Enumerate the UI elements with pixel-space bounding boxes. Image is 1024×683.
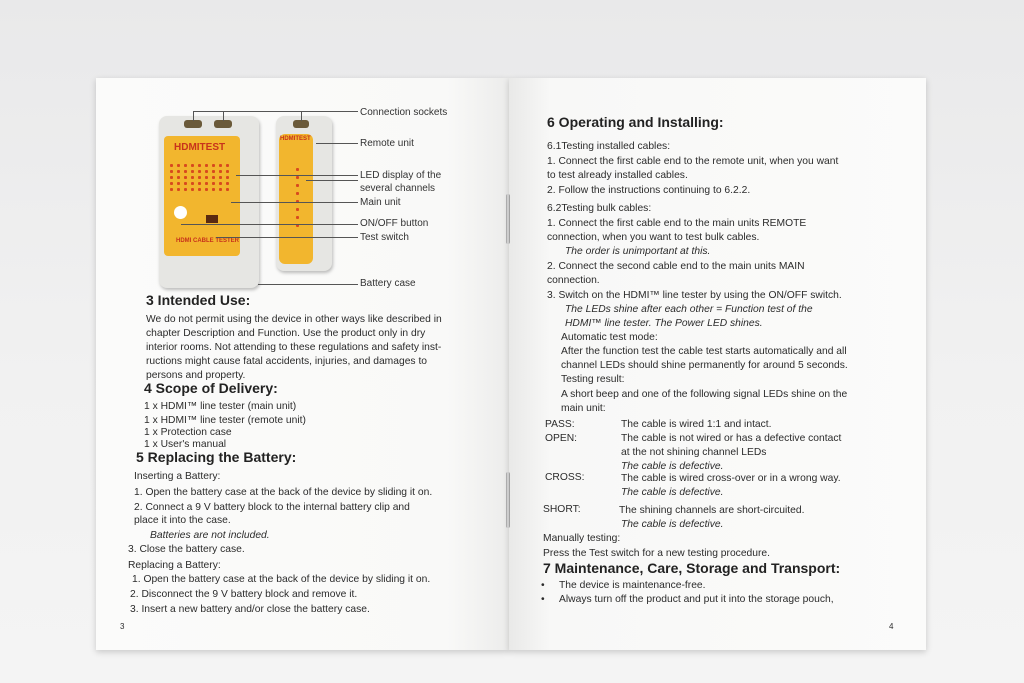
led-dot <box>184 176 187 179</box>
s7-line: The device is maintenance-free. <box>559 580 706 591</box>
s6-note: HDMI™ line tester. The Power LED shines. <box>565 318 763 329</box>
led-dot <box>205 182 208 185</box>
led-dot <box>226 188 229 191</box>
leader-line <box>181 224 358 225</box>
left-page <box>96 78 509 650</box>
bullet: • <box>541 594 545 605</box>
result-key-pass: PASS: <box>545 419 575 430</box>
s6-line: to test already installed cables. <box>547 170 688 181</box>
s4-line: 1 x User's manual <box>144 439 227 450</box>
led-dot <box>184 170 187 173</box>
led-dot <box>226 164 229 167</box>
on-off-button-illustration <box>174 206 187 219</box>
led-dot <box>219 188 222 191</box>
s6-line: 2. Connect the second cable end to the main units MAIN <box>547 261 805 272</box>
right-page <box>509 78 926 650</box>
s6-line: A short beep and one of the following signal LEDs shine on the <box>561 389 848 400</box>
s6-line: 3. Switch on the HDMI™ line tester by using the ON/OFF switch. <box>547 290 842 301</box>
led-dot <box>177 164 180 167</box>
led-dot <box>198 182 201 185</box>
leader-line <box>301 111 302 121</box>
led-dot <box>198 176 201 179</box>
s6-line: connection. <box>547 275 600 286</box>
leader-line <box>223 111 224 121</box>
bullet: • <box>541 580 545 591</box>
led-dot <box>177 188 180 191</box>
led-dot <box>191 164 194 167</box>
s5-line: 1. Open the battery case at the back of the device by sliding it on. <box>132 574 431 585</box>
section-6-title: 6 Operating and Installing: <box>547 114 724 130</box>
s6-line: 1. Connect the first cable end to the main units REMOTE <box>547 218 807 229</box>
led-dot <box>170 170 173 173</box>
led-dot <box>205 170 208 173</box>
led-dot <box>212 164 215 167</box>
main-socket-1 <box>184 120 202 128</box>
s5-line: Inserting a Battery: <box>134 471 221 482</box>
s5-line: Replacing a Battery: <box>128 560 221 571</box>
result-text: The cable is not wired or has a defective contact <box>621 433 842 444</box>
remote-unit-face <box>279 134 313 264</box>
booklet <box>96 78 926 650</box>
remote-led-dot <box>296 192 299 195</box>
s3-line: interior rooms. Not attending to these regulations and safety inst- <box>146 342 442 353</box>
led-dot <box>212 170 215 173</box>
led-dot <box>191 176 194 179</box>
result-text: The shining channels are short-circuited. <box>619 505 805 516</box>
led-dot <box>219 182 222 185</box>
led-dot <box>198 188 201 191</box>
result-note: The cable is defective. <box>621 487 724 498</box>
s6-line: 2. Follow the instructions continuing to 6.2.2. <box>547 185 751 196</box>
staple <box>506 472 510 528</box>
result-note: The cable is defective. <box>621 461 724 472</box>
led-dot <box>170 188 173 191</box>
led-dot <box>219 164 222 167</box>
s3-line: persons and property. <box>146 370 246 381</box>
s5-line: place it into the case. <box>134 515 231 526</box>
result-key-open: OPEN: <box>545 433 578 444</box>
s4-line: 1 x HDMI™ line tester (remote unit) <box>144 415 306 426</box>
led-dot <box>170 176 173 179</box>
remote-led-dot <box>296 216 299 219</box>
led-dot <box>191 188 194 191</box>
main-logo: HDMITEST <box>174 142 226 153</box>
led-dot <box>184 182 187 185</box>
s6-line: channel LEDs should shine permanently for around 5 seconds. <box>561 360 848 371</box>
led-dot <box>191 182 194 185</box>
led-dot <box>226 170 229 173</box>
led-dot <box>226 182 229 185</box>
led-dot <box>198 164 201 167</box>
leader-line <box>193 111 358 112</box>
main-caption: HDMI CABLE TESTER <box>176 238 239 244</box>
label-main-unit: Main unit <box>360 197 401 208</box>
s6-line: 6.1Testing installed cables: <box>547 141 671 152</box>
remote-led-dot <box>296 168 299 171</box>
led-dot <box>212 176 215 179</box>
s6-line: Testing result: <box>561 374 625 385</box>
leader-line <box>306 180 358 181</box>
led-dot <box>170 164 173 167</box>
leader-line <box>236 175 358 176</box>
result-text: The cable is wired 1:1 and intact. <box>621 419 772 430</box>
manual-line: Press the Test switch for a new testing procedure. <box>543 548 771 559</box>
led-dot <box>226 176 229 179</box>
s6-line: After the function test the cable test starts automatically and all <box>561 346 847 357</box>
led-dot <box>212 182 215 185</box>
leader-line <box>193 111 194 121</box>
label-test-switch: Test switch <box>360 232 409 243</box>
leader-line <box>258 284 358 285</box>
led-dot <box>184 164 187 167</box>
led-dot <box>205 188 208 191</box>
result-text: at the not shining channel LEDs <box>621 447 767 458</box>
led-dot <box>212 188 215 191</box>
s5-note: Batteries are not included. <box>150 530 270 541</box>
section-4-title: 4 Scope of Delivery: <box>144 380 278 396</box>
led-dot <box>219 176 222 179</box>
remote-led-dot <box>296 208 299 211</box>
section-3-title: 3 Intended Use: <box>146 292 251 308</box>
s5-line: 3. Insert a new battery and/or close the battery case. <box>130 604 370 615</box>
led-dot <box>184 188 187 191</box>
s6-line: connection, when you want to test bulk cables. <box>547 232 760 243</box>
led-dot <box>219 170 222 173</box>
led-dot <box>198 170 201 173</box>
s5-line: 2. Disconnect the 9 V battery block and remove it. <box>130 589 358 600</box>
led-dot <box>170 182 173 185</box>
manual-line: Manually testing: <box>543 533 621 544</box>
page-number-right: 4 <box>889 622 894 631</box>
remote-led-dot <box>296 184 299 187</box>
section-7-title: 7 Maintenance, Care, Storage and Transport: <box>543 560 841 576</box>
s7-line: Always turn off the product and put it into the storage pouch, <box>559 594 834 605</box>
s5-line: 3. Close the battery case. <box>128 544 245 555</box>
led-dot <box>177 176 180 179</box>
led-dot <box>205 164 208 167</box>
test-switch-illustration <box>206 215 218 223</box>
s3-line: chapter Description and Function. Use the product only in dry <box>146 328 426 339</box>
leader-line <box>231 202 358 203</box>
s6-note: The order is unimportant at this. <box>565 246 711 257</box>
remote-logo: HDMITEST <box>280 136 311 142</box>
label-battery-case: Battery case <box>360 278 416 289</box>
s6-note: The LEDs shine after each other = Function test of the <box>565 304 813 315</box>
result-text: The cable is wired cross-over or in a wrong way. <box>621 473 841 484</box>
led-dot <box>205 176 208 179</box>
led-dot <box>177 182 180 185</box>
s6-line: main unit: <box>561 403 606 414</box>
s4-line: 1 x HDMI™ line tester (main unit) <box>144 401 297 412</box>
label-remote-unit: Remote unit <box>360 138 414 149</box>
label-on-off-button: ON/OFF button <box>360 218 429 229</box>
led-dot <box>191 170 194 173</box>
s6-line: 1. Connect the first cable end to the remote unit, when you want <box>547 156 839 167</box>
remote-socket <box>293 120 309 128</box>
led-dot <box>177 170 180 173</box>
section-5-title: 5 Replacing the Battery: <box>136 449 297 465</box>
result-key-short: SHORT: <box>543 504 581 515</box>
s4-line: 1 x Protection case <box>144 427 232 438</box>
label-led-display: LED display of the <box>360 170 442 181</box>
s6-line: Automatic test mode: <box>561 332 658 343</box>
remote-led-dot <box>296 176 299 179</box>
leader-line <box>216 237 358 238</box>
s5-line: 1. Open the battery case at the back of the device by sliding it on. <box>134 487 433 498</box>
staple <box>506 194 510 244</box>
result-key-cross: CROSS: <box>545 472 585 483</box>
result-note: The cable is defective. <box>621 519 724 530</box>
label-led-display-2: several channels <box>360 183 436 194</box>
s3-line: We do not permit using the device in other ways like described in <box>146 314 442 325</box>
leader-line <box>316 143 358 144</box>
main-socket-2 <box>214 120 232 128</box>
page-number-left: 3 <box>120 622 125 631</box>
s6-line: 6.2Testing bulk cables: <box>547 203 652 214</box>
s5-line: 2. Connect a 9 V battery block to the internal battery clip and <box>134 502 410 513</box>
s3-line: ructions might cause fatal accidents, injuries, and damages to <box>146 356 428 367</box>
label-connection-sockets: Connection sockets <box>360 107 448 118</box>
